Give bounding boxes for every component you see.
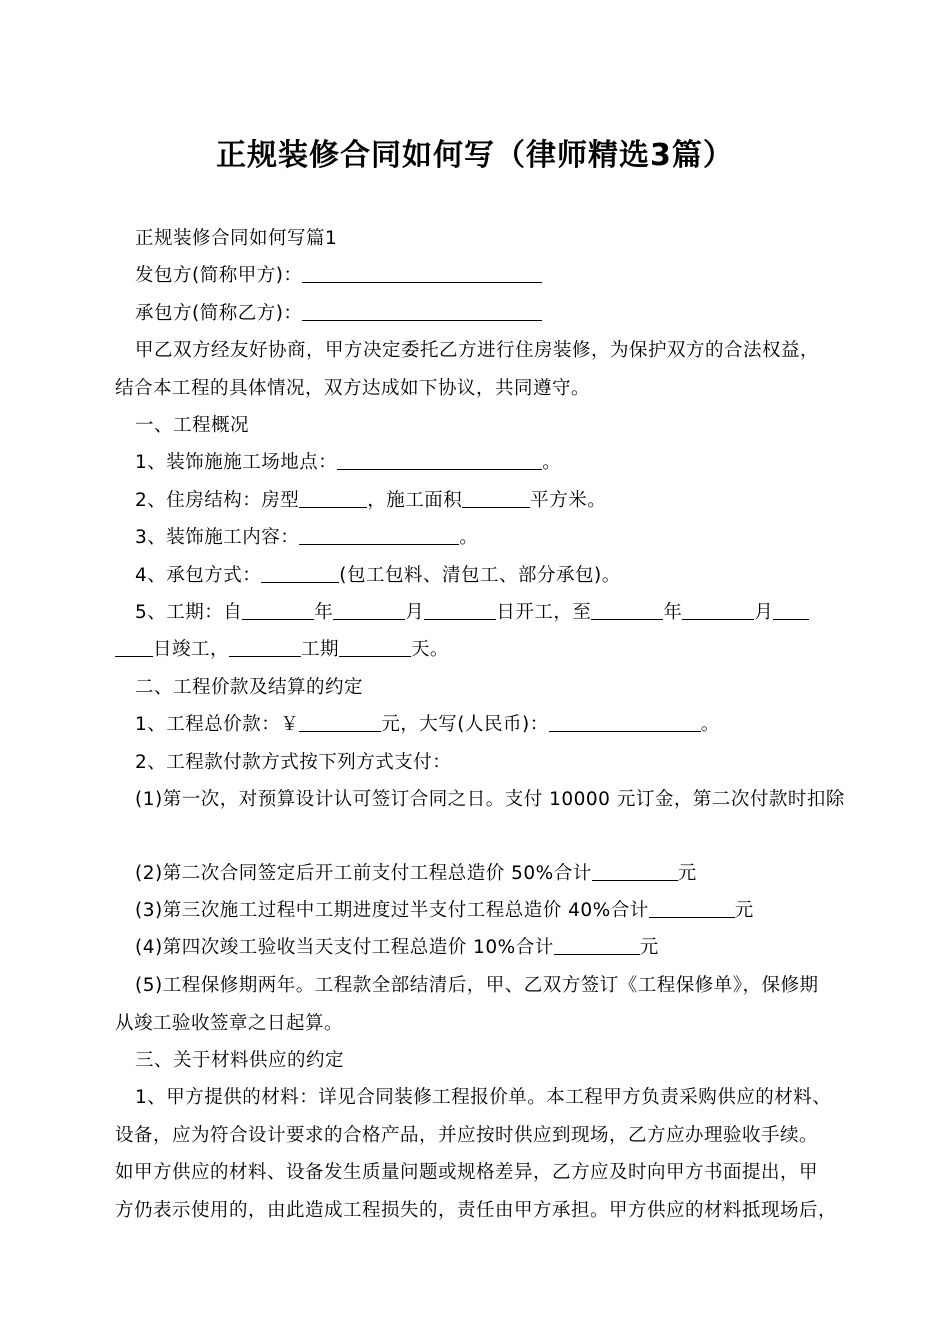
area-blank: [462, 487, 530, 508]
party-a-line: [135, 262, 542, 290]
yuan-label: 元: [677, 863, 697, 884]
payment-4-text: (4)第四次竣工验收当天支付工程总造价 10%合计: [135, 937, 554, 958]
start-year-blank: [242, 599, 314, 620]
uppercase-label: 元，大写(人民币)：: [381, 714, 549, 735]
month-label: 月: [754, 602, 774, 623]
house-structure-line: [135, 487, 606, 515]
contract-mode-options: (包工包料、清包工、部分承包)。: [339, 565, 621, 586]
period: 。: [700, 714, 720, 735]
materials-line-3: 如甲方供应的材料、设备发生质量问题或规格差异，乙方应及时向甲方书面提出，甲: [115, 1162, 819, 1183]
party-a-label: 发包方(简称甲方)：: [135, 265, 303, 286]
content-line: [135, 524, 478, 552]
house-type-blank: [299, 487, 367, 508]
content-label: 3、装饰施工内容：: [135, 527, 300, 548]
end-day-blank-start: [773, 599, 809, 620]
uppercase-blank: [549, 711, 701, 732]
intro-line-2: 结合本工程的具体情况，双方达成如下协议，共同遵守。: [115, 378, 591, 399]
total-price-blank: [299, 711, 381, 732]
contract-mode-line: [135, 562, 621, 590]
house-type-label: 2、住房结构：房型: [135, 490, 300, 511]
site-location-line: [135, 449, 561, 477]
end-year-blank: [591, 599, 663, 620]
warranty-line-2: 从竣工验收签章之日起算。: [115, 1013, 344, 1034]
duration-label: 工期: [301, 639, 340, 660]
materials-line-2: 设备，应为符合设计要求的合格产品，并应按时供应到现场，乙方应办理验收手续。: [115, 1125, 819, 1146]
contract-mode-label: 4、承包方式：: [135, 565, 262, 586]
year-label: 年: [314, 602, 334, 623]
payment-4-blank: [554, 934, 640, 955]
area-label: ，施工面积: [367, 490, 463, 511]
duration-blank: [229, 636, 301, 657]
contract-mode-blank: [261, 562, 339, 583]
end-month-blank: [682, 599, 754, 620]
schedule-label: 5、工期：自: [135, 602, 243, 623]
year-label: 年: [663, 602, 683, 623]
area-unit: 平方米。: [530, 490, 607, 511]
part2-heading: 二、工程价款及结算的约定: [135, 677, 364, 698]
start-month-blank: [333, 599, 405, 620]
payment-2-blank: [592, 860, 678, 881]
schedule-line-2: [115, 636, 449, 664]
document-title: 正规装修合同如何写（律师精选3篇）: [216, 138, 734, 173]
payment-3: [135, 897, 754, 925]
party-b-label: 承包方(简称乙方)：: [135, 303, 303, 324]
month-label: 月: [405, 602, 425, 623]
period: 。: [542, 452, 562, 473]
part3-heading: 三、关于材料供应的约定: [135, 1050, 345, 1071]
party-b-blank: [302, 300, 542, 321]
start-label: 日开工，至: [496, 602, 592, 623]
yuan-label: 元: [734, 900, 754, 921]
days-label: 天。: [411, 639, 450, 660]
yuan-label: 元: [639, 937, 659, 958]
payment-2-text: (2)第二次合同签定后开工前支付工程总造价 50%合计: [135, 863, 592, 884]
days-blank: [339, 636, 411, 657]
schedule-line-1: [135, 599, 809, 627]
site-location-label: 1、装饰施施工场地点：: [135, 452, 338, 473]
intro-line-1: 甲乙双方经友好协商，甲方决定委托乙方进行住房装修，为保护双方的合法权益，: [135, 340, 820, 361]
site-location-blank: [337, 449, 542, 470]
materials-line-1: 1、甲方提供的材料：详见合同装修工程报价单。本工程甲方负责采购供应的材料、: [135, 1087, 832, 1108]
end-day-blank-end: [115, 636, 153, 657]
payment-2: [135, 860, 697, 888]
start-day-blank: [424, 599, 496, 620]
payment-3-blank: [649, 897, 735, 918]
total-price-label: 1、工程总价款：￥: [135, 714, 300, 735]
warranty-line-1: (5)工程保修期两年。工程款全部结清后，甲、乙双方签订《工程保修单》，保修期: [135, 975, 819, 996]
part1-heading: 一、工程概况: [135, 415, 250, 436]
completion-label: 日竣工，: [153, 639, 230, 660]
total-price-line: [135, 711, 720, 739]
period: 。: [459, 527, 479, 548]
party-b-line: [135, 300, 542, 328]
content-blank: [299, 524, 459, 545]
materials-line-4: 方仍表示使用的，由此造成工程损失的，责任由甲方承担。甲方供应的材料抵现场后，: [115, 1200, 838, 1221]
payment-3-text: (3)第三次施工过程中工期进度过半支付工程总造价 40%合计: [135, 900, 649, 921]
payment-1: (1)第一次，对预算设计认可签订合同之日。支付 10000 元订金，第二次付款时扣除: [135, 789, 845, 810]
payment-4: [135, 934, 659, 962]
section-heading: 正规装修合同如何写篇1: [135, 228, 338, 249]
payment-method-line: 2、工程款付款方式按下列方式支付：: [135, 752, 452, 773]
party-a-blank: [302, 262, 542, 283]
